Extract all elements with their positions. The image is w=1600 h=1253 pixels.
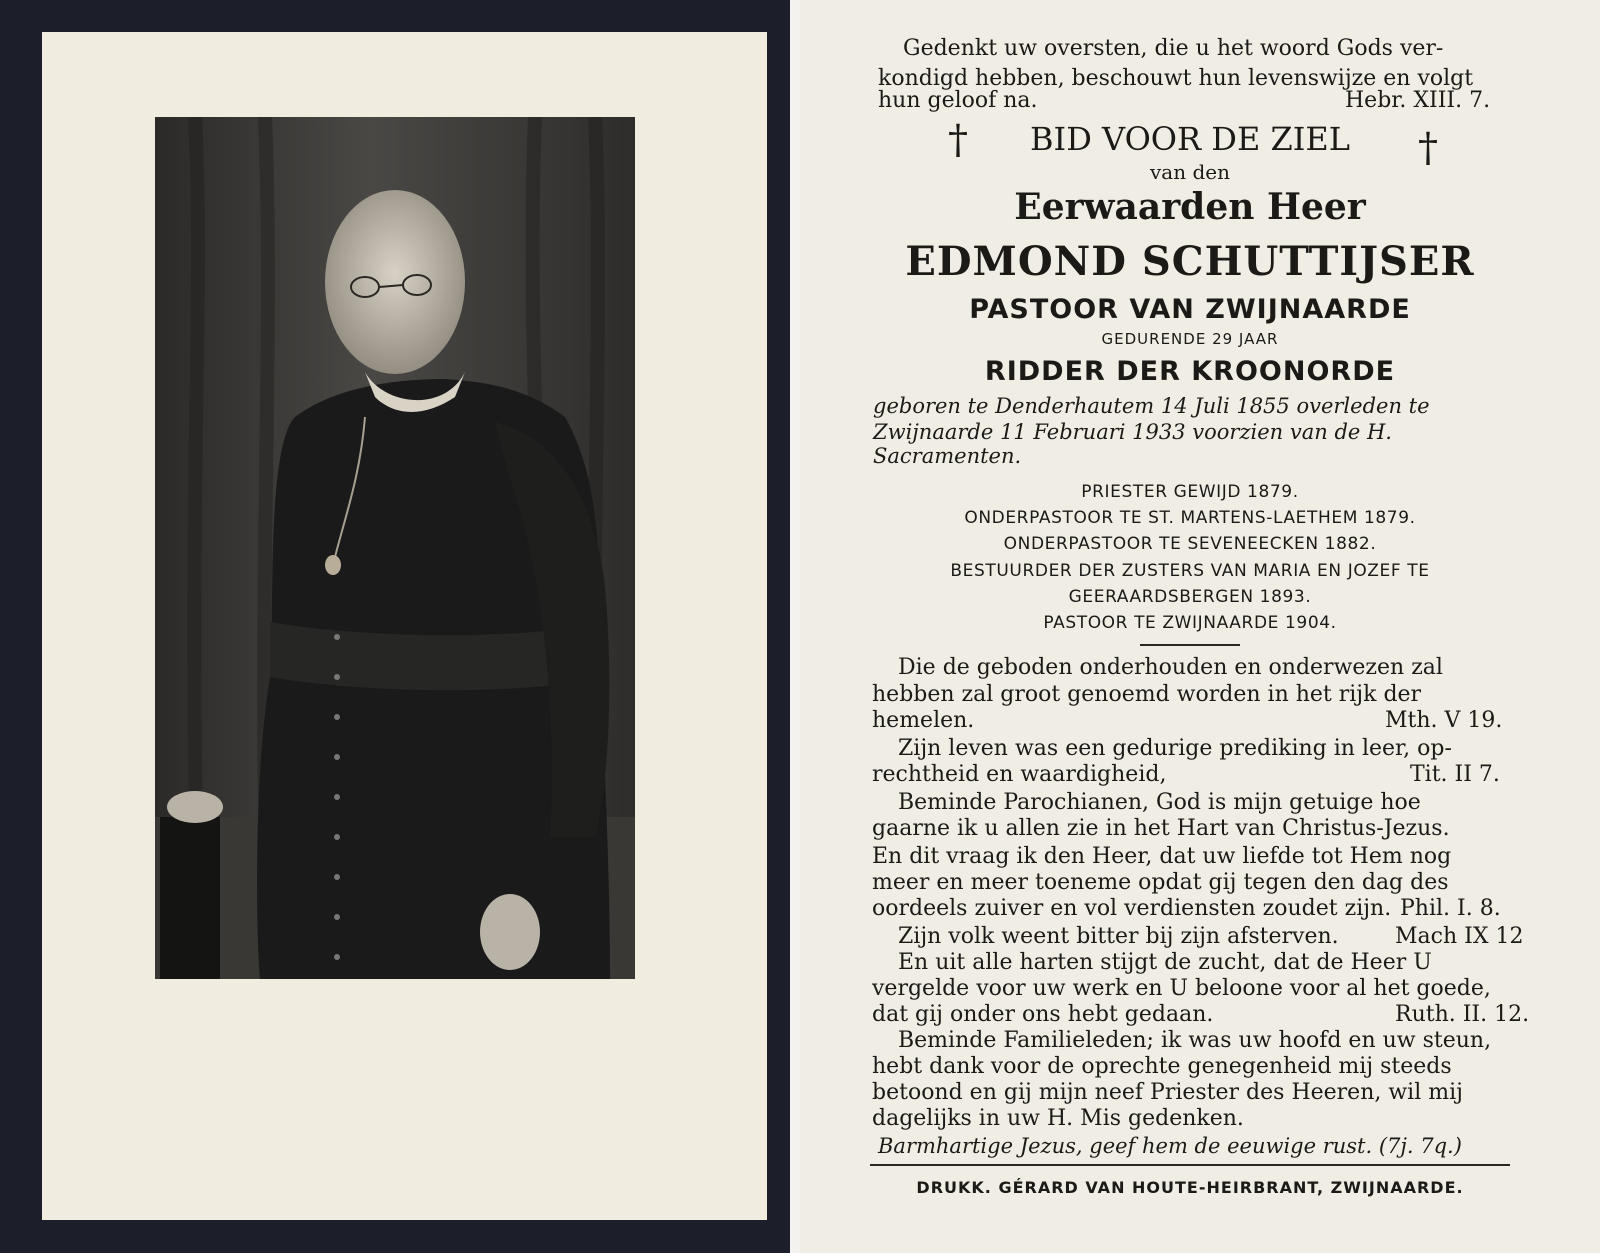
printer-credit: DRUKK. GÉRARD VAN HOUTE-HEIRBRANT, ZWIJNAARDE. [916,1178,1464,1197]
cross-icon-right: † [1418,125,1438,171]
body-line-1: Die de geboden onderhouden en onderwezen zal [898,655,1443,680]
ref-phil: Phil. I. 8. [1400,896,1501,921]
epigraph-line-3: hun geloof na. [878,88,1038,113]
divider-short [1140,644,1240,646]
career-line-6: PASTOOR TE ZWIJNAARDE 1904. [1043,613,1337,633]
body-line-3: hemelen. [872,708,975,733]
ref-mth: Mth. V 19. [1385,708,1503,733]
divider-long [870,1164,1510,1166]
body-line-9: meer en meer toeneme opdat gij tegen den dag des [872,870,1449,895]
honorific-title: Eerwaarden Heer [1014,186,1366,228]
career-line-2: ONDERPASTOOR TE ST. MARTENS-LAETHEM 1879. [964,508,1416,528]
body-line-14: dat gij onder ons hebt gedaan. [872,1002,1214,1027]
bio-line-1: geboren te Denderhautem 14 Juli 1855 overleden te [873,394,1430,418]
body-line-7: gaarne ik u allen zie in het Hart van Christus-Jezus. [872,816,1450,841]
career-line-4: BESTUURDER DER ZUSTERS VAN MARIA EN JOZEF TE [950,561,1430,581]
closing-prayer: Barmhartige Jezus, geef hem de eeuwige rust. (7j. 7q.) [878,1134,1462,1158]
order-title: RIDDER DER KROONORDE [984,356,1396,387]
body-line-13: vergelde voor uw werk en U beloone voor al het goede, [872,976,1491,1001]
memorial-text-card [800,0,1600,1253]
epigraph-line-2: kondigd hebben, beschouwt hun levenswijze en volgt [878,66,1474,91]
ref-mach: Mach IX 12 [1395,924,1524,949]
body-line-10: oordeels zuiver en vol verdiensten zoudet zijn. [872,896,1392,921]
body-line-12: En uit alle harten stijgt de zucht, dat de Heer U [898,950,1432,975]
photo-mat [42,32,767,1220]
duration-text: GEDURENDE 29 JAAR [1101,330,1279,348]
body-line-5: rechtheid en waardigheid, [872,762,1167,787]
body-line-6: Beminde Parochianen, God is mijn getuige hoe [898,790,1421,815]
ref-ruth: Ruth. II. 12. [1395,1002,1530,1027]
body-line-11: Zijn volk weent bitter bij zijn afsterven. [898,924,1339,949]
body-line-8: En dit vraag ik den Heer, dat uw liefde tot Hem nog [872,844,1452,869]
body-line-18: dagelijks in uw H. Mis gedenken. [872,1106,1244,1131]
bio-line-3: Sacramenten. [873,444,1022,468]
role-title: PASTOOR VAN ZWIJNAARDE [969,294,1411,325]
cross-icon-left: † [948,117,968,163]
deceased-name: EDMOND SCHUTTIJSER [905,238,1475,285]
career-line-3: ONDERPASTOOR TE SEVENEECKEN 1882. [1003,534,1377,554]
van-den-text: van den [1150,160,1230,184]
body-line-4: Zijn leven was een gedurige prediking in leer, op- [898,736,1452,761]
body-line-15: Beminde Familieleden; ik was uw hoofd en uw steun, [898,1028,1492,1053]
bid-voor-heading: BID VOOR DE ZIEL [1030,120,1350,158]
epigraph-ref: Hebr. XIII. 7. [1345,88,1491,113]
ref-tit: Tit. II 7. [1410,762,1500,787]
career-line-1: PRIESTER GEWIJD 1879. [1081,482,1299,502]
bio-line-2: Zwijnaarde 11 Februari 1933 voorzien van de H. [873,420,1392,444]
priest-portrait-photo [155,117,635,979]
epigraph-line-1: Gedenkt uw oversten, die u het woord Gods ver- [903,36,1444,61]
body-line-2: hebben zal groot genoemd worden in het rijk der [872,682,1422,707]
body-line-16: hebt dank voor de oprechte genegenheid mij steeds [872,1054,1452,1079]
body-line-17: betoond en gij mijn neef Priester des Heeren, wil mij [872,1080,1463,1105]
career-line-5: GEERAARDSBERGEN 1893. [1068,587,1312,607]
photo-card [0,0,790,1253]
